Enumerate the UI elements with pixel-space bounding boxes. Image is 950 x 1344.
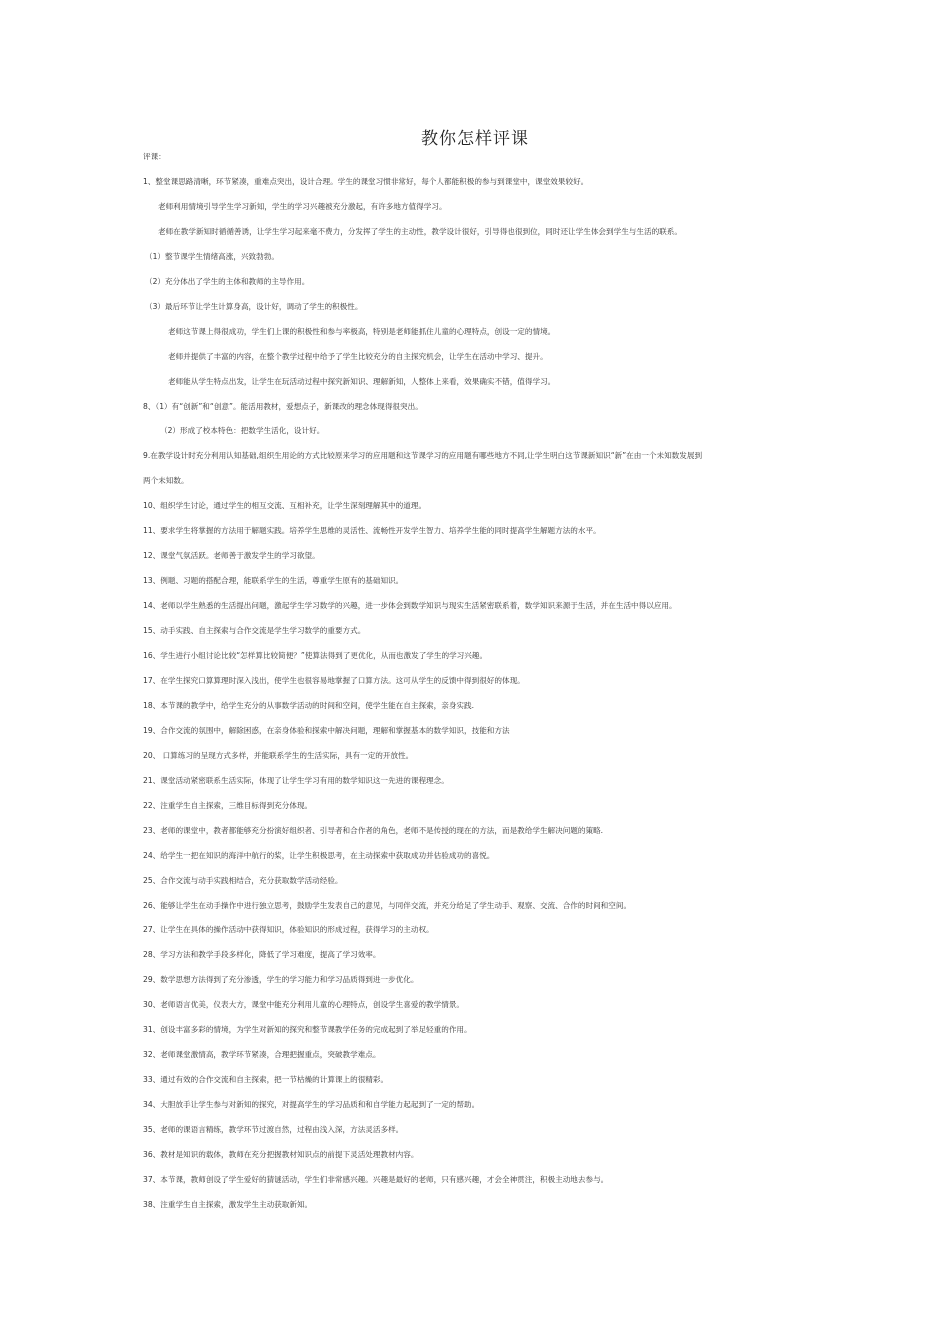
body-line: 22、注重学生自主探索，三维目标得到充分体现。	[143, 800, 313, 810]
body-line: 11、要求学生将掌握的方法用于解题实践。培养学生思维的灵活性、流畅性开发学生智力、培养学生能的同时提高学生解题方法的水平。	[143, 526, 601, 536]
body-line: 老师这节课上得很成功，学生们上课的积极性和参与率极高，特别是老师能抓住儿童的心理特点，创设一定的情境。	[168, 326, 556, 336]
body-line: （3）最后环节让学生计算身高，设计好，调动了学生的积极性。	[145, 301, 363, 311]
body-line: 21、课堂活动紧密联系生活实际，体现了让学生学习有用的数学知识这一先进的课程理念。	[143, 775, 449, 785]
body-line: 9.在教学设计时充分利用认知基础,组织生用论的方式比较原来学习的应用题和这节课学习的应用题有哪些地方不同,让学生明白这节课新知识“新”在由一个未知数发展到	[143, 451, 703, 461]
body-line: 14、老师以学生熟悉的生活提出问题，激起学生学习数学的兴趣，进一步体会到数学知识与现实生活紧密联系着，数学知识来源于生活，并在生活中得以应用。	[143, 601, 677, 611]
body-line: 31、创设丰富多彩的情境，为学生对新知的探究和整节课教学任务的完成起到了举足轻重的作用。	[143, 1025, 472, 1035]
body-line: 28、学习方法和教学手段多样化，降低了学习难度，提高了学习效率。	[143, 950, 381, 960]
body-line: 老师能从学生特点出发，让学生在玩活动过程中探究新知识、理解新知，人整体上来看，效果确实不错，值得学习。	[168, 376, 556, 386]
body-line: 24、给学生一把在知识的海洋中航行的桨，让学生积极思考，在主动探索中获取成功并估验成功的喜悦。	[143, 850, 495, 860]
body-line: 15、动手实践、自主探索与合作交流是学生学习数学的重要方式。	[143, 626, 366, 636]
body-line: 27、让学生在具体的操作活动中获得知识，体验知识的形成过程，获得学习的主动权。	[143, 925, 434, 935]
body-line: （2）形成了校本特色：把数学生活化，设计好。	[160, 426, 325, 436]
body-line: 26、能够让学生在动手操作中进行独立思考，鼓励学生发表自己的意见，与同伴交流，并充分给足了学生动手、观察、交流、合作的时间和空间。	[143, 900, 632, 910]
body-line: 老师利用情境引导学生学习新知，学生的学习兴趣被充分激起，有许多地方值得学习。	[158, 201, 447, 211]
body-line: 38、注重学生自主探索，激发学生主动获取新知。	[143, 1199, 313, 1209]
body-line: （1）整节课学生情绪高涨，兴致勃勃。	[145, 251, 279, 261]
body-line: 20、 口算练习的呈现方式多样，并能联系学生的生活实际，具有一定的开放性。	[143, 750, 414, 760]
body-line: 35、老师的课语言精练，教学环节过渡自然，过程由浅入深，方法灵活多样。	[143, 1125, 404, 1135]
body-line: 13、例题、习题的搭配合理，能联系学生的生活，尊重学生原有的基础知识。	[143, 576, 404, 586]
body-line: 8、（1）有“创新”和“创意”。能活用教材，爱想点子，新课改的理念体现得很突出。	[143, 401, 423, 411]
body-line: 17、在学生探究口算算理时深入浅出，使学生也很容易地掌握了口算方法。这可从学生的反馈中得到很好的体现。	[143, 675, 525, 685]
body-line: 30、老师语言优美，仪表大方，课堂中能充分利用儿童的心理特点，创设学生喜爱的教学情景。	[143, 1000, 465, 1010]
body-line: 老师在教学新知时循循善诱，让学生学习起来毫不费力，分发挥了学生的主动性，教学设计很好，引导得也很到位，同时还让学生体会到学生与生活的联系。	[158, 226, 682, 236]
body-line: 19、合作交流的氛围中，解除困惑，在亲身体验和探索中解决问题，理解和掌握基本的数学知识，技能和方法	[143, 725, 510, 735]
body-line: 25、合作交流与动手实践相结合，充分获取数学活动经验。	[143, 875, 343, 885]
body-line: 1、整堂课思路清晰，环节紧凑，重难点突出，设计合理。学生的课堂习惯非常好，每个人都能积极的参与到课堂中，课堂效果较好。	[143, 176, 589, 186]
body-line: 32、老师课堂激情高，教学环节紧凑，合理把握重点，突破教学难点。	[143, 1050, 381, 1060]
body-line: 33、通过有效的合作交流和自主探索，把一节枯燥的计算课上的很精彩。	[143, 1075, 389, 1085]
body-line: （2）充分体出了学生的主体和教师的主导作用。	[145, 276, 310, 286]
body-line: 两个未知数。	[143, 476, 189, 486]
body-line: 18、本节课的教学中，给学生充分的从事数学活动的时间和空间，使学生能在自主探索，亲身实践.	[143, 700, 475, 710]
body-line: 16、学生进行小组讨论比较“怎样算比较简便？”使算法得到了更优化，从而也激发了学生的学习兴趣。	[143, 651, 488, 660]
body-line: 37、本节课，教师创设了学生爱好的猜谜活动，学生们非常感兴趣。兴趣是最好的老师，只有感兴趣，才会全神贯注，积极主动地去参与。	[143, 1174, 609, 1184]
body-line: 老师并提供了丰富的内容，在整个教学过程中给予了学生比较充分的自主探究机会，让学生在活动中学习、提升。	[168, 351, 548, 361]
body-line: 23、老师的课堂中，教者都能够充分扮演好组织者、引导者和合作者的角色，老师不是传授的现在的方法，而是教给学生解决问题的策略.	[143, 825, 604, 835]
body-line: 34、大胆放手让学生参与对新知的探究，对提高学生的学习品质和和自学能力起起到了一定的帮助。	[143, 1100, 480, 1110]
body-line: 评课：	[143, 152, 166, 161]
body-line: 10、组织学生讨论，通过学生的相互交流、互相补充，让学生深刻理解其中的道理。	[143, 501, 427, 511]
body-line: 36、教材是知识的载体，教师在充分把握教材知识点的前提下灵活处理教材内容。	[143, 1150, 419, 1159]
document-title: 教你怎样评课	[421, 129, 529, 149]
body-line: 29、数学思想方法得到了充分渗透，学生的学习能力和学习品质得到进一步优化。	[143, 975, 419, 985]
body-line: 12、课堂气氛活跃。老师善于激发学生的学习欲望。	[143, 551, 320, 561]
